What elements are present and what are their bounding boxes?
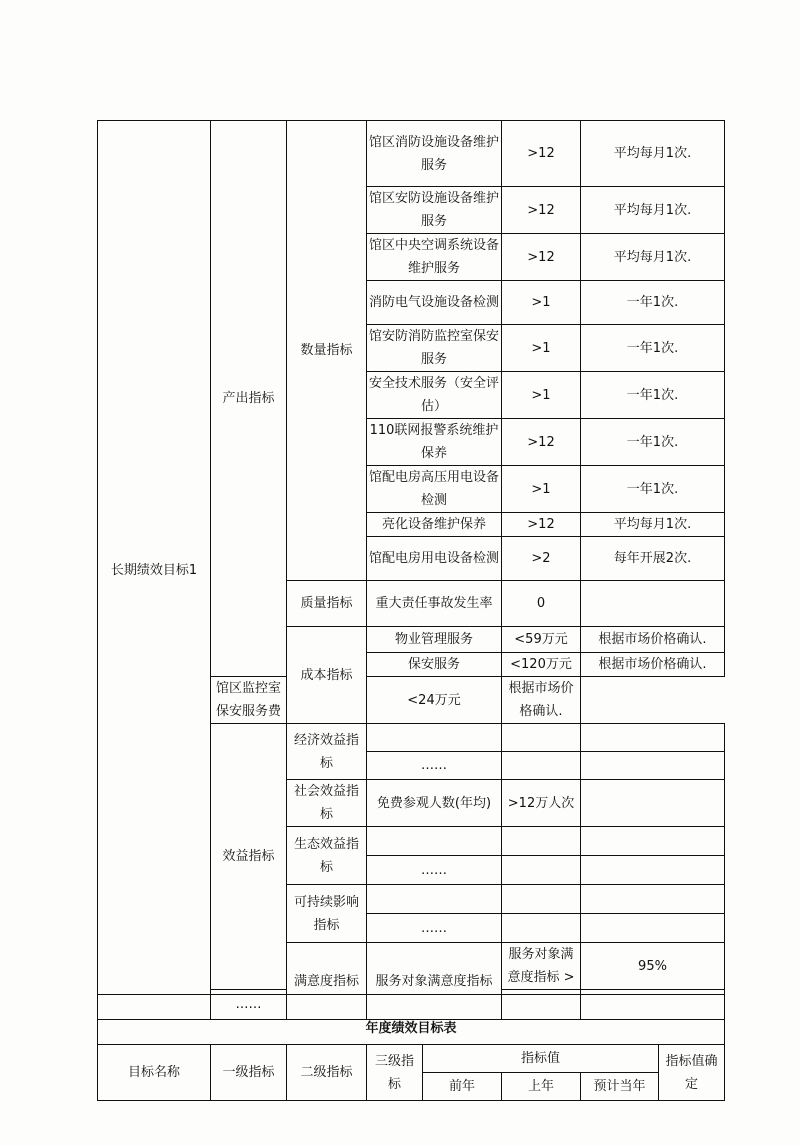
quantity-value: >1 xyxy=(502,466,581,513)
header-level3: 三级指标 xyxy=(367,1045,423,1101)
cost-value: <59万元 xyxy=(502,627,581,653)
empty-cell xyxy=(367,885,502,914)
header-level1: 一级指标 xyxy=(211,1045,287,1101)
quality-note xyxy=(581,581,725,627)
quantity-value: >1 xyxy=(502,325,581,372)
quantity-item: 馆区消防设施设备维护服务 xyxy=(367,121,502,187)
quantity-note: 平均每月1次. xyxy=(581,187,725,234)
output-indicator-label: 产出指标 xyxy=(211,121,287,677)
header-expected: 预计当年 xyxy=(581,1073,659,1101)
empty-cell xyxy=(502,827,581,856)
header-target-name: 目标名称 xyxy=(98,1045,211,1101)
quantity-indicator-label: 数量指标 xyxy=(287,121,367,581)
empty-cell xyxy=(367,827,502,856)
cost-indicator-label: 成本指标 xyxy=(287,627,367,724)
quantity-item: 消防电气设施设备检测 xyxy=(367,281,502,325)
quantity-value: >1 xyxy=(502,372,581,419)
cost-item: 馆区监控室保安服务费 xyxy=(211,677,287,724)
quantity-note: 平均每月1次. xyxy=(581,513,725,537)
quantity-note: 平均每月1次. xyxy=(581,121,725,187)
quantity-note: 每年开展2次. xyxy=(581,537,725,581)
satisfaction-sub-label: 服务对象满意度指标 xyxy=(367,943,502,1020)
economic-benefit-placeholder: …… xyxy=(367,752,502,780)
quantity-item: 馆区中央空调系统设备维护服务 xyxy=(367,234,502,281)
long-term-performance-table xyxy=(97,120,725,1020)
cost-value: <120万元 xyxy=(502,653,581,677)
cost-note: 根据市场价格确认. xyxy=(581,627,725,653)
header-determination: 指标值确定 xyxy=(659,1045,725,1101)
ecological-benefit-label: 生态效益指标 xyxy=(287,827,367,885)
empty-cell xyxy=(581,885,725,914)
quantity-value: >12 xyxy=(502,234,581,281)
long-term-target-name: 长期绩效目标1 xyxy=(98,121,211,1020)
quantity-item: 馆配电房高压用电设备检测 xyxy=(367,466,502,513)
sustainable-impact-label: 可持续影响指标 xyxy=(287,885,367,943)
quality-value: 0 xyxy=(502,581,581,627)
annual-performance-table xyxy=(97,994,725,1101)
quantity-value: >1 xyxy=(502,281,581,325)
quantity-note: 一年1次. xyxy=(581,372,725,419)
social-benefit-label: 社会效益指标 xyxy=(287,780,367,827)
quantity-item: 馆区安防设施设备维护服务 xyxy=(367,187,502,234)
empty-cell xyxy=(581,780,725,827)
quantity-note: 一年1次. xyxy=(581,325,725,372)
quantity-value: >12 xyxy=(502,419,581,466)
empty-cell xyxy=(367,724,502,752)
benefit-indicator-label: 效益指标 xyxy=(211,724,287,990)
quantity-value: >12 xyxy=(502,121,581,187)
satisfaction-indicator-label: 满意度指标 xyxy=(287,943,367,1020)
quantity-item: 亮化设备维护保养 xyxy=(367,513,502,537)
satisfaction-item: 服务对象满意度指标 > xyxy=(502,943,581,990)
economic-benefit-label: 经济效益指标 xyxy=(287,724,367,780)
quantity-note: 一年1次. xyxy=(581,419,725,466)
header-prev-year: 前年 xyxy=(423,1073,502,1101)
cost-item: 保安服务 xyxy=(367,653,502,677)
cost-note: 根据市场价格确认. xyxy=(502,677,581,724)
quantity-item: 馆配电房用电设备检测 xyxy=(367,537,502,581)
header-indicator-value: 指标值 xyxy=(423,1045,659,1073)
satisfaction-placeholder: …… xyxy=(211,990,287,1020)
quantity-value: >12 xyxy=(502,187,581,234)
annual-table-title: 年度绩效目标表 xyxy=(98,995,725,1045)
empty-cell xyxy=(581,724,725,752)
quality-item: 重大责任事故发生率 xyxy=(367,581,502,627)
quantity-note: 平均每月1次. xyxy=(581,234,725,281)
social-benefit-item: 免费参观人数(年均) xyxy=(367,780,502,827)
header-last-year: 上年 xyxy=(502,1073,581,1101)
empty-cell xyxy=(502,724,581,752)
cost-note: 根据市场价格确认. xyxy=(581,653,725,677)
quality-indicator-label: 质量指标 xyxy=(287,581,367,627)
cost-value: <24万元 xyxy=(367,677,502,724)
empty-cell xyxy=(581,914,725,943)
empty-cell xyxy=(502,856,581,885)
quantity-value: >12 xyxy=(502,513,581,537)
quantity-value: >2 xyxy=(502,537,581,581)
quantity-note: 一年1次. xyxy=(581,466,725,513)
empty-cell xyxy=(502,885,581,914)
empty-cell xyxy=(502,914,581,943)
ecological-benefit-placeholder: …… xyxy=(367,856,502,885)
sustainable-impact-placeholder: …… xyxy=(367,914,502,943)
empty-cell xyxy=(581,856,725,885)
quantity-item: 馆安防消防监控室保安服务 xyxy=(367,325,502,372)
social-benefit-value: >12万人次 xyxy=(502,780,581,827)
empty-cell xyxy=(502,752,581,780)
quantity-item: 安全技术服务（安全评估） xyxy=(367,372,502,419)
header-level2: 二级指标 xyxy=(287,1045,367,1101)
satisfaction-value: 95% xyxy=(581,943,725,990)
quantity-item: 110联网报警系统维护保养 xyxy=(367,419,502,466)
empty-cell xyxy=(581,827,725,856)
empty-cell xyxy=(581,752,725,780)
quantity-note: 一年1次. xyxy=(581,281,725,325)
cost-item: 物业管理服务 xyxy=(367,627,502,653)
